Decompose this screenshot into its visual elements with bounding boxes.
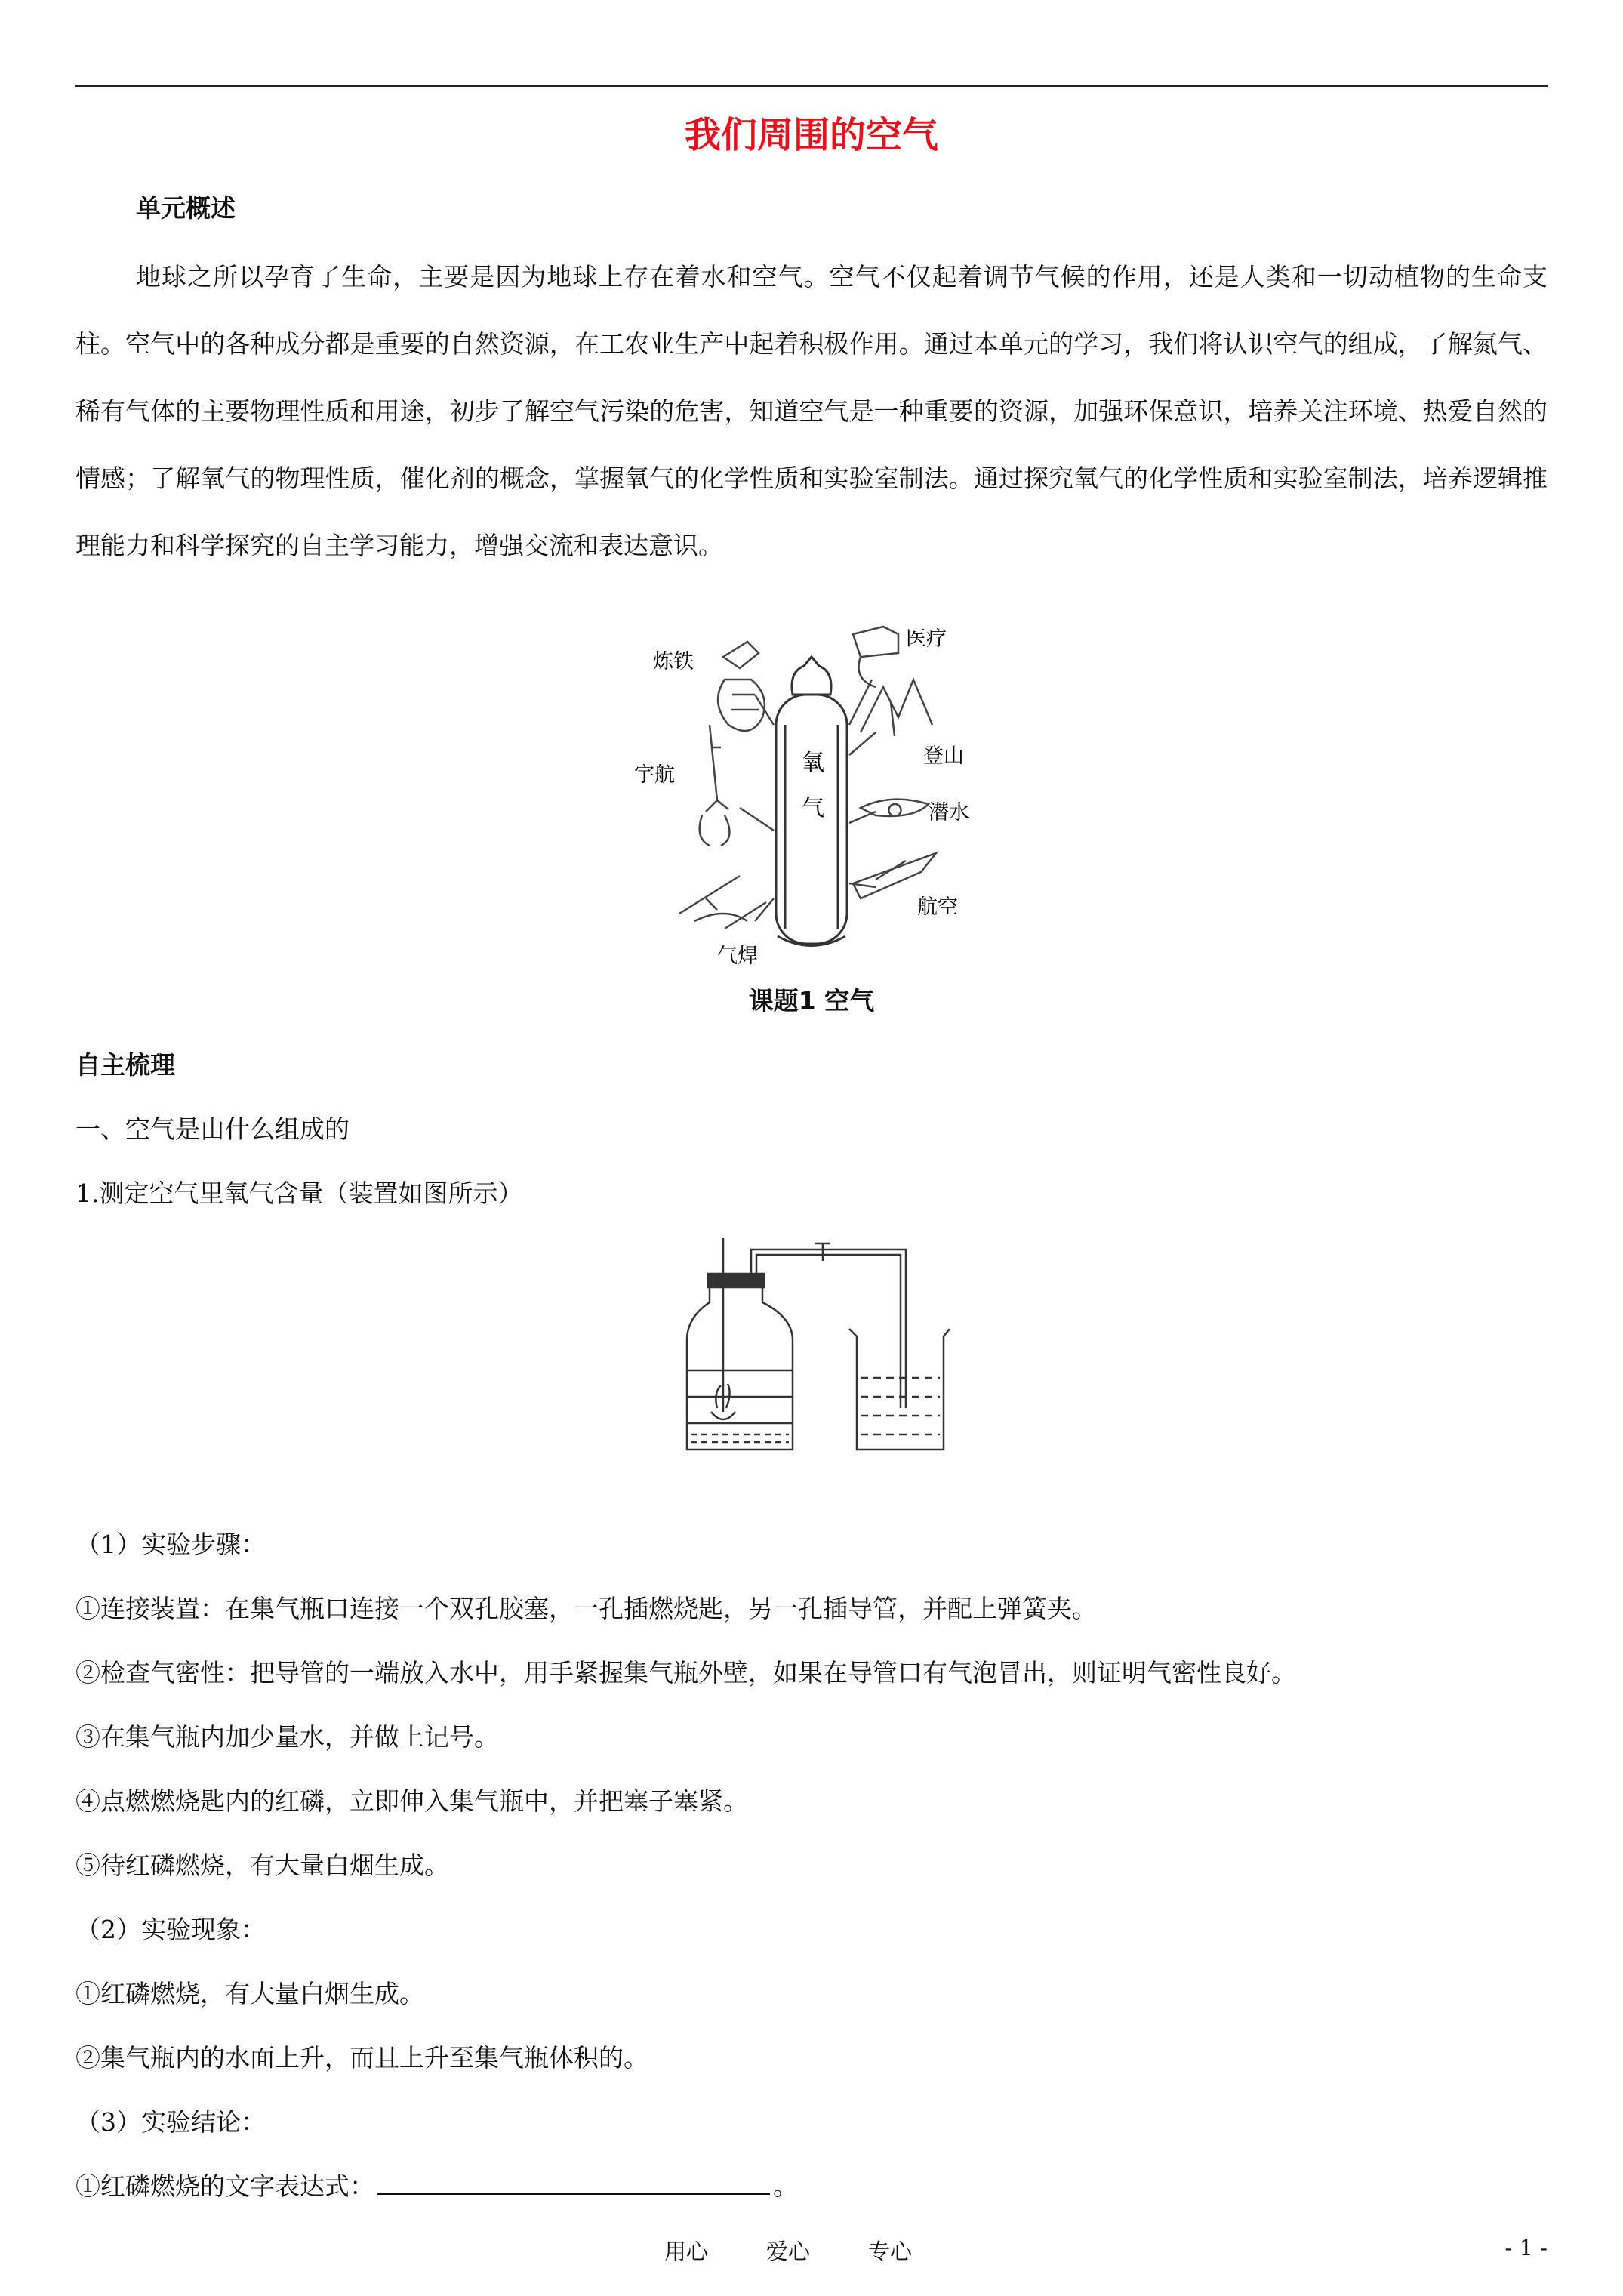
answer-blank[interactable]: [377, 2174, 770, 2195]
step-5: ⑤待红磷燃烧，有大量白烟生成。: [75, 1851, 449, 1880]
header-rule: [75, 85, 1548, 87]
rubber-stopper: [708, 1274, 764, 1287]
phenomenon-2: ②集气瓶内的水面上升，而且上升至集气瓶体积的。: [75, 2043, 648, 2073]
item-one: 1.测定空气里氧气含量（装置如图所示）: [75, 1179, 523, 1208]
footer-motto-2: 爱心: [766, 2239, 811, 2264]
conclusion-line: [75, 2167, 798, 2202]
use-label-medical: 医疗: [906, 627, 947, 651]
conclusion-heading: （3）实验结论：: [75, 2107, 266, 2137]
self-study-heading: 自主梳理: [75, 1050, 175, 1080]
use-label-mountaineering: 登山: [923, 744, 964, 768]
unit-heading: 单元概述: [136, 193, 236, 223]
smelting-furnace-sketch: [718, 642, 765, 731]
unit-overview: [75, 243, 1548, 579]
step-3: ③在集气瓶内加少量水，并做上记号。: [75, 1722, 499, 1752]
unit-paragraph: 地球之所以孕育了生命，主要是因为地球上存在着水和空气。空气不仅起着调节气候的作用，还是人类和一切动植物的生命支柱。空气中的各种成分都是重要的自然资源，在工农业生产中起着积极作用。通过本单元的学习，我们将认识空气的组成，了解氮气、稀有气体的主要物理性质和用途，初步了解空气污染的危害，知道空气是一种重要的资源，加强环保意识，培养关注环境、热爱自然的情感；了解氧气的物理性质，催化剂的概念，掌握氧气的化学性质和实验室制法。通过探究氧气的化学性质和实验室制法，培养逻辑推理能力和科学探究的自主学习能力，增强交流和表达意识。: [75, 262, 1548, 560]
cylinder-label-oxygen: 氧: [802, 750, 824, 776]
cylinder-label-gas: 气: [802, 795, 824, 821]
page-number: - 1 -: [1504, 2235, 1548, 2261]
phenomenon-1: ①红磷燃烧，有大量白烟生成。: [75, 1979, 424, 2008]
phenomena-heading: （2）实验现象：: [75, 1915, 266, 1944]
section-one-heading: 一、空气是由什么组成的: [75, 1114, 350, 1144]
use-label-gas-welding: 气焊: [717, 945, 758, 966]
step-4: ④点燃燃烧匙内的红磷，立即伸入集气瓶中，并把塞子塞紧。: [75, 1786, 748, 1816]
use-label-aviation: 航空: [917, 895, 958, 919]
aviation-sketch: [853, 853, 936, 898]
oxygen-uses-figure: [634, 612, 989, 966]
apparatus-figure: [679, 1234, 951, 1461]
beaker: [849, 1329, 950, 1450]
lesson-title: 课题1 空气: [748, 986, 875, 1015]
mountain-sketch: [861, 680, 932, 736]
steps-heading: （1）实验步骤：: [75, 1530, 266, 1559]
footer-motto-3: 专心: [868, 2239, 913, 2264]
conclusion-suffix: 。: [773, 2171, 798, 2201]
gas-collecting-bottle: [687, 1284, 793, 1450]
step-1: ①连接装置：在集气瓶口连接一个双孔胶塞，一孔插燃烧匙，另一孔插导管，并配上弹簧夹。: [75, 1594, 1097, 1623]
rocket-sketch: [700, 725, 730, 846]
welding-sketch: [679, 876, 766, 929]
footer-motto-1: 用心: [664, 2239, 709, 2264]
step-2: ②检查气密性：把导管的一端放入水中，用手紧握集气瓶外壁，如果在导管口有气泡冒出，则证明气密性良好。: [75, 1658, 1296, 1687]
conclusion-prefix: ①红磷燃烧的文字表达式：: [75, 2171, 374, 2201]
medical-sketch: [853, 627, 898, 687]
use-label-spaceflight: 宇航: [634, 763, 675, 787]
use-label-diving: 潜水: [929, 801, 969, 824]
delivery-tube: [751, 1250, 906, 1408]
use-label-iron-smelting: 炼铁: [653, 650, 694, 673]
water-in-bottle: [691, 1435, 789, 1442]
page-title: 我们周围的空气: [684, 114, 938, 156]
